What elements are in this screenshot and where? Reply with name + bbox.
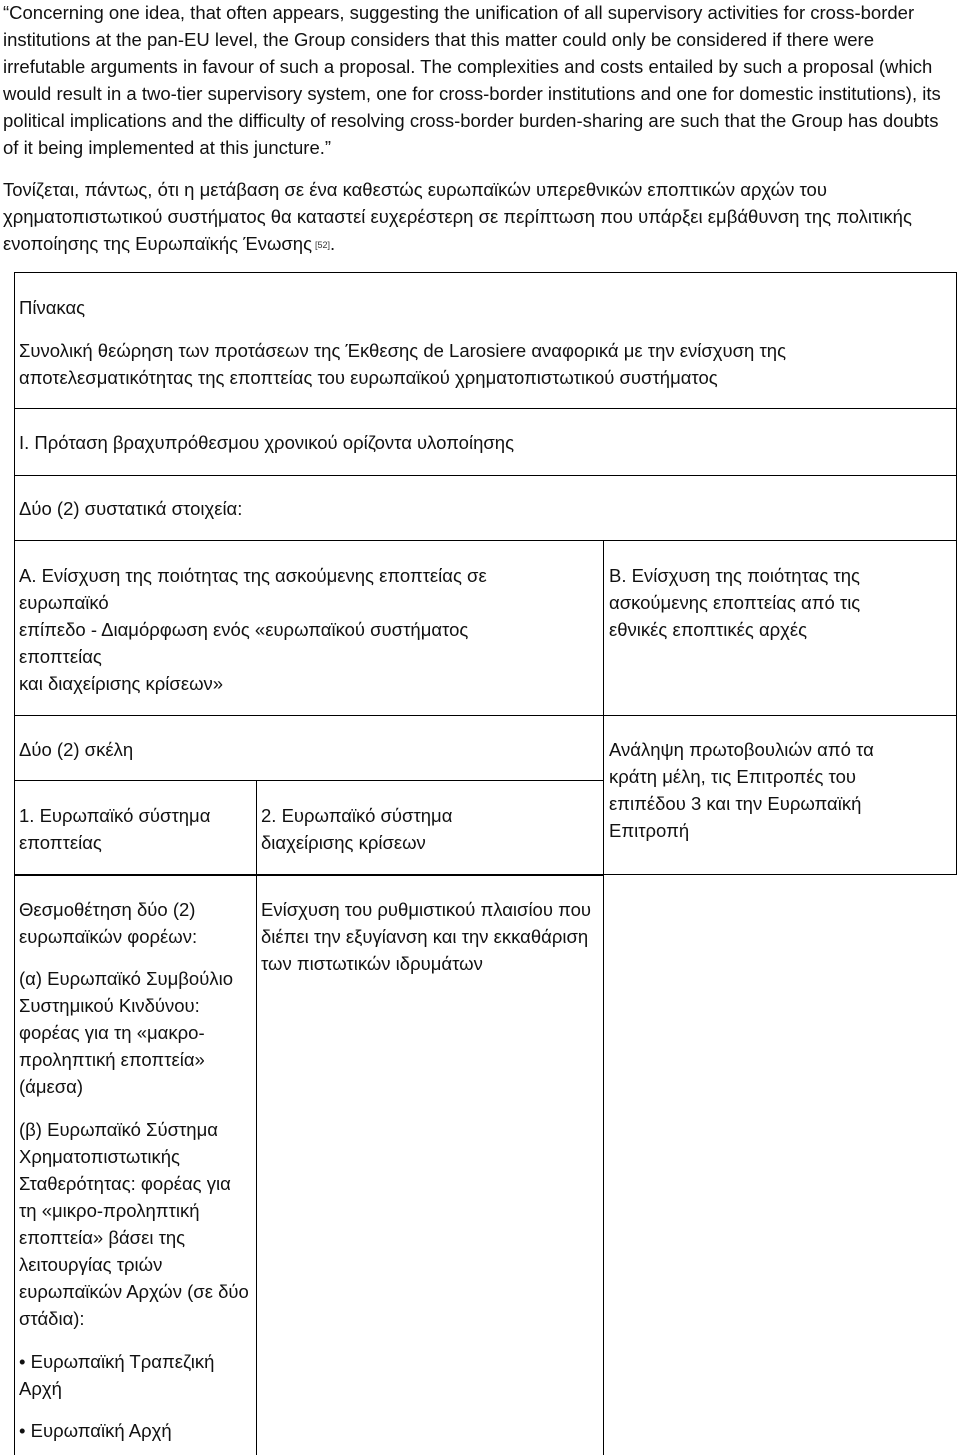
bullet-item: • Ευρωπαϊκή Τραπεζική Αρχή bbox=[19, 1351, 215, 1399]
components-heading: Δύο (2) συστατικά στοιχεία: bbox=[19, 498, 243, 519]
rule-components bbox=[14, 540, 957, 541]
footnote-link[interactable]: [52] bbox=[315, 240, 331, 250]
column-a-heading bbox=[19, 562, 599, 697]
rule-legs-header bbox=[14, 780, 604, 781]
body-b-text: (β) Ευρωπαϊκό Σύστημα Χρηματοπιστωτικής Σταθερότητας: φορέας για τη «μικρο-προληπτική εποπτεία» βάσει της λειτουργίας τριών ευρωπαϊκών Αρχών (σε δύο στάδια): bbox=[19, 1119, 249, 1329]
two-legs-label: Δύο (2) σκέλη bbox=[19, 739, 134, 760]
section-heading: Ι. Πρόταση βραχυπρόθεσμου χρονικού ορίζοντα υλοποίησης bbox=[19, 432, 514, 453]
col-divider-legs bbox=[256, 780, 257, 875]
column-b-heading: Β. Ενίσχυση της ποιότητας της ασκούμενης εποπτείας από τις εθνικές εποπτικές αρχές bbox=[609, 565, 861, 640]
body-a-text: (α) Ευρωπαϊκό Συμβούλιο Συστημικού Κινδύνου: φορέας για τη «μακρο-προληπτική εποπτεία» (άμεσα) bbox=[19, 968, 233, 1097]
initiatives-text: Ανάληψη πρωτοβουλιών από τα κράτη μέλη, τις Επιτροπές του επιπέδου 3 και την Ευρωπαϊκή Επιτροπή bbox=[609, 739, 874, 841]
col-a-line: ευρωπαϊκό bbox=[19, 592, 109, 613]
col-divider-main bbox=[603, 540, 604, 875]
greek-paragraph-text: Τονίζεται, πάντως, ότι η μετάβαση σε ένα καθεστώς ευρωπαϊκών υπερεθνικών εποπτικών αρχών του χρηματοπιστωτικού συστήματος θα καταστεί ευχερέστερη σε περίπτωση που υπάρξει εμβάθυνση της πολιτικής ενοποίησης της Ευρωπαϊκής Ένωσης bbox=[3, 179, 912, 254]
col-a-line: και διαχείρισης κρίσεων» bbox=[19, 673, 224, 694]
rule-title bbox=[14, 408, 957, 409]
rule-section bbox=[14, 475, 957, 476]
leg-2-label: 2. Ευρωπαϊκό σύστημα διαχείρισης κρίσεων bbox=[261, 805, 453, 853]
institution-bodies-text: Θεσμοθέτηση δύο (2) ευρωπαϊκών φορέων: bbox=[19, 899, 198, 947]
regulatory-text: Ενίσχυση του ρυθμιστικού πλαισίου που διέπει την εξυγίανση και την εκκαθάριση των πιστωτικών ιδρυμάτων bbox=[261, 899, 592, 974]
rule-columns bbox=[14, 715, 957, 716]
lower-right-border bbox=[603, 875, 604, 1455]
lower-mid-border bbox=[256, 875, 257, 1455]
col-a-line: επίπεδο - Διαμόρφωση ενός «ευρωπαϊκού συστήματος bbox=[19, 619, 469, 640]
col-a-line: εποπτείας bbox=[19, 646, 102, 667]
col-a-line: Α. Ενίσχυση της ποιότητας της ασκούμενης εποπτείας σε bbox=[19, 565, 487, 586]
leg-1-label: 1. Ευρωπαϊκό σύστημα εποπτείας bbox=[19, 805, 211, 853]
bullet-item: • Ευρωπαϊκή Αρχή bbox=[19, 1420, 172, 1441]
table-title: Συνολική θεώρηση των προτάσεων της Έκθεσης de Larosiere αναφορικά με την ενίσχυση της αποτελεσματικότητας της εποπτείας του ευρωπαϊκού χρηματοπιστωτικού συστήματος bbox=[19, 340, 786, 388]
greek-paragraph bbox=[3, 176, 951, 257]
table-label: Πίνακας bbox=[19, 297, 86, 318]
lower-left-border bbox=[14, 875, 15, 1455]
rule-lower-top bbox=[14, 875, 604, 876]
paragraph-period: . bbox=[330, 233, 336, 254]
quote-paragraph: “Concerning one idea, that often appears, suggesting the unification of all supervisory activities for cross-border institutions at the pan-EU level, the Group considers that this matter could only be considered if there were irrefutable arguments in favour of such a proposal. The complexities and costs entailed by such a proposal (which would result in a two-tier supervisory system, one for cross-border institutions and one for domestic institutions), its political implications and the difficulty of resolving cross-border burden-sharing are such that the Group has doubts of it being implemented at this juncture.” bbox=[3, 2, 941, 158]
